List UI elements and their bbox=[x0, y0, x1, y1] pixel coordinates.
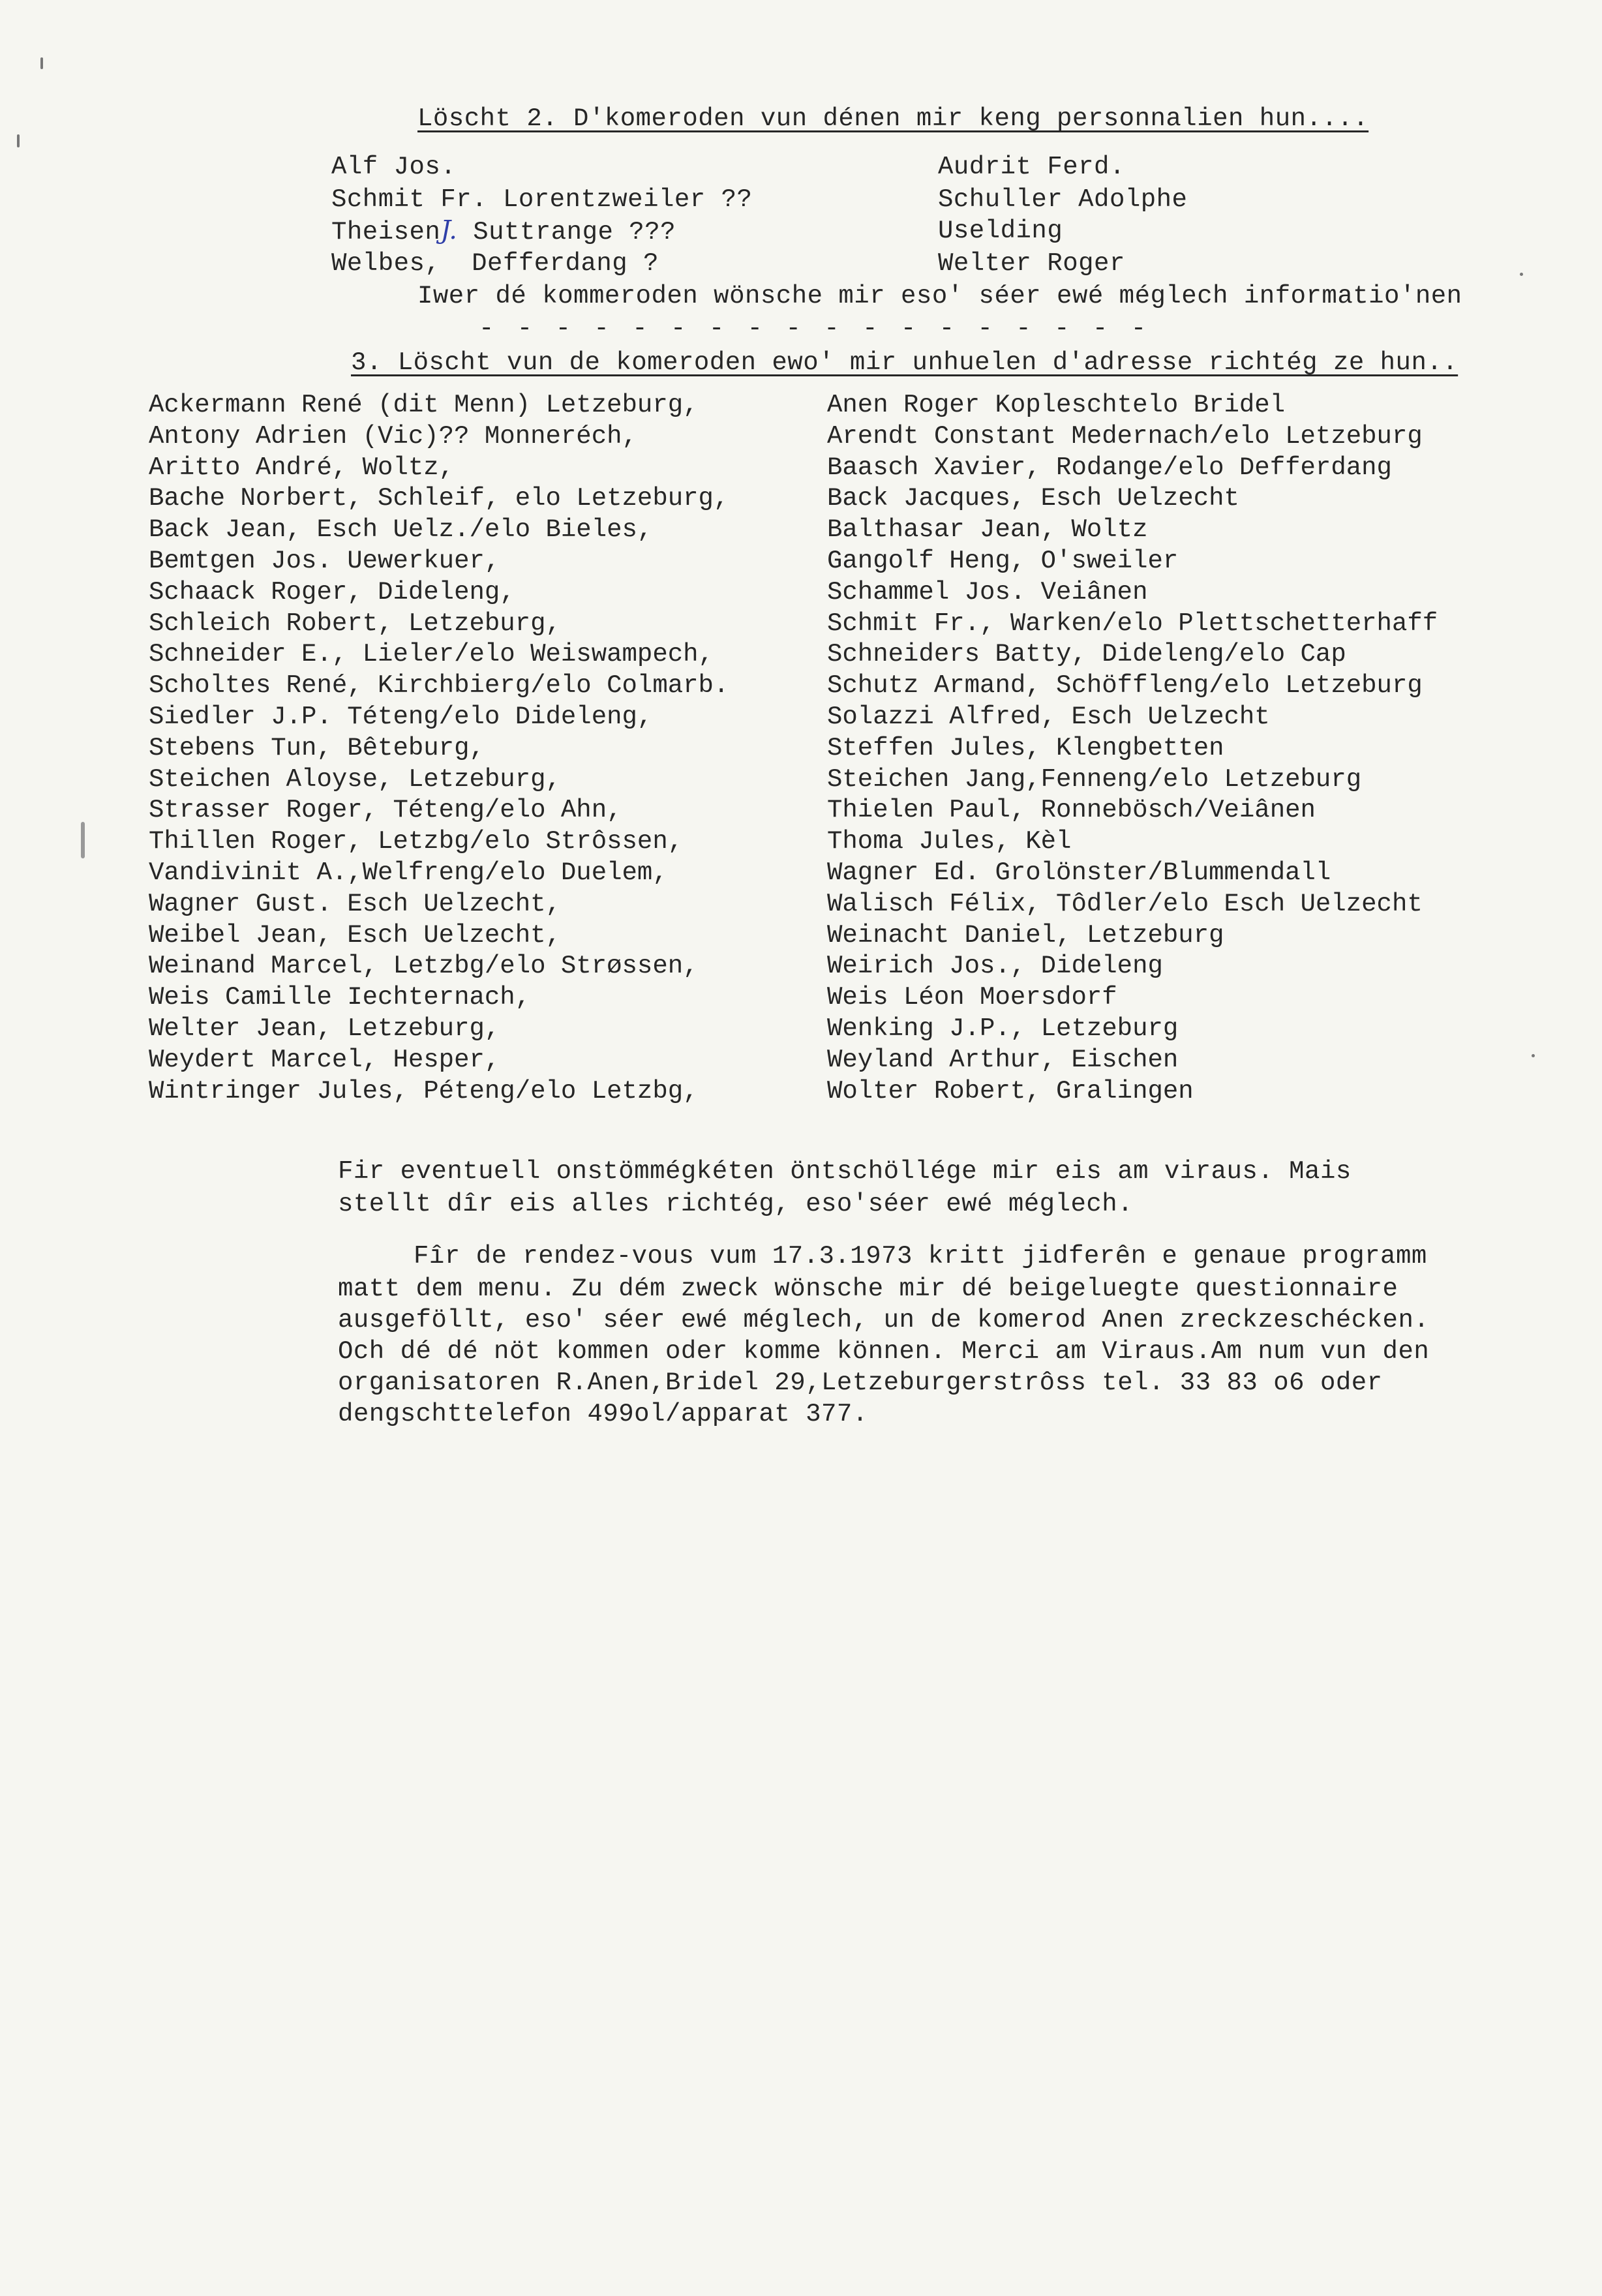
address-entry: Schaack Roger, Dideleng, bbox=[149, 577, 515, 607]
margin-mark bbox=[40, 57, 43, 69]
address-entry: Thielen Paul, Ronnebösch/Veiânen bbox=[827, 796, 1316, 825]
address-entry: Wagner Ed. Grolönster/Blummendall bbox=[827, 858, 1331, 887]
address-entry: Back Jean, Esch Uelz./elo Bieles, bbox=[149, 515, 653, 545]
closing-line-3: ausgeföllt, eso' séer ewé méglech, un de komerod Anen zreckzeschécken. bbox=[338, 1306, 1430, 1335]
address-list-right-column bbox=[827, 390, 1584, 1107]
address-entry: Schutz Armand, Schöffleng/elo Letzeburg bbox=[827, 671, 1423, 701]
address-entry: Weirich Jos., Dideleng bbox=[827, 952, 1163, 981]
address-entry: Antony Adrien (Vic)?? Monneréch, bbox=[149, 421, 637, 451]
address-entry: Welter Jean, Letzeburg, bbox=[149, 1014, 500, 1043]
address-entry: Ackermann René (dit Menn) Letzeburg, bbox=[149, 391, 699, 419]
address-list-left-column bbox=[149, 390, 827, 1107]
unknown-comrade-left-3 bbox=[331, 215, 676, 248]
margin-mark bbox=[17, 134, 20, 147]
address-entry: Thillen Roger, Letzbg/elo Strôssen, bbox=[149, 827, 684, 856]
closing-line-1: Fîr de rendez-vous vum 17.3.1973 kritt jidferên e genaue programm bbox=[414, 1242, 1427, 1271]
address-entry: Weibel Jean, Esch Uelzecht, bbox=[149, 920, 561, 950]
apology-line-1: Fir eventuell onstömmégkéten öntschöllége mir eis am viraus. Mais bbox=[338, 1157, 1352, 1186]
address-entry: Wenking J.P., Letzeburg bbox=[827, 1014, 1179, 1043]
address-entry: Steffen Jules, Klengbetten bbox=[827, 733, 1224, 763]
address-entry: Wintringer Jules, Péteng/elo Letzbg, bbox=[149, 1076, 699, 1106]
address-entry: Schammel Jos. Veiânen bbox=[827, 577, 1148, 607]
address-entry: Steichen Aloyse, Letzeburg, bbox=[149, 764, 561, 794]
address-entry: Weinacht Daniel, Letzeburg bbox=[827, 920, 1224, 950]
section-3-heading: 3. Löscht vun de komeroden ewo' mir unhuelen d'adresse richtég ze hun.. bbox=[351, 348, 1458, 377]
information-request: Iwer dé kommeroden wönsche mir eso' séer ewé méglech informatio'nen bbox=[417, 282, 1462, 310]
address-entry: Weis Camille Iechternach, bbox=[149, 983, 531, 1012]
address-entry: Arendt Constant Medernach/elo Letzeburg bbox=[827, 421, 1423, 451]
unknown-comrade-left-2: Schmit Fr. Lorentzweiler ?? bbox=[331, 185, 753, 214]
closing-line-6: dengschttelefon 499ol/apparat 377. bbox=[338, 1400, 868, 1428]
unknown-comrade-left-1: Alf Jos. bbox=[331, 153, 457, 181]
address-entry: Weis Léon Moersdorf bbox=[827, 983, 1117, 1012]
address-entry: Weydert Marcel, Hesper, bbox=[149, 1045, 500, 1074]
address-entry: Steichen Jang,Fenneng/elo Letzeburg bbox=[827, 764, 1362, 794]
closing-line-4: Och dé dé nöt kommen oder komme können. Merci am Viraus.Am num vun den bbox=[338, 1337, 1430, 1366]
section-2-heading: Löscht 2. D'komeroden vun dénen mir keng personnalien hun.... bbox=[417, 104, 1369, 133]
address-entry: Stebens Tun, Bêteburg, bbox=[149, 733, 485, 763]
address-entry: Balthasar Jean, Woltz bbox=[827, 515, 1148, 545]
closing-line-2: matt dem menu. Zu dém zweck wönsche mir dé beigeluegte questionnaire bbox=[338, 1275, 1398, 1303]
handwritten-correction: J. bbox=[440, 216, 458, 245]
address-entry: Schmit Fr., Warken/elo Plettschetterhaff bbox=[827, 609, 1438, 638]
address-entry: Vandivinit A.,Welfreng/elo Duelem, bbox=[149, 858, 668, 887]
dashed-separator: - - - - - - - - - - - - - - - - - - bbox=[479, 314, 1151, 343]
margin-mark bbox=[81, 822, 85, 858]
address-entry: Aritto André, Woltz, bbox=[149, 453, 455, 482]
address-entry: Scholtes René, Kirchbierg/elo Colmarb. bbox=[149, 671, 729, 701]
address-entry: Thoma Jules, Kèl bbox=[827, 827, 1072, 856]
address-entry: Siedler J.P. Téteng/elo Dideleng, bbox=[149, 702, 653, 731]
address-entry: Anen Roger Kopleschtelo Bridel bbox=[827, 391, 1286, 419]
address-entry: Wolter Robert, Gralingen bbox=[827, 1076, 1194, 1106]
address-entry: Bache Norbert, Schleif, elo Letzeburg, bbox=[149, 484, 729, 513]
address-entry: Gangolf Heng, O'sweiler bbox=[827, 546, 1179, 575]
address-entry: Back Jacques, Esch Uelzecht bbox=[827, 484, 1239, 513]
place-suttrange: Suttrange ??? bbox=[457, 218, 676, 247]
unknown-comrade-right-2: Schuller Adolphe bbox=[938, 185, 1188, 214]
address-entry: Wagner Gust. Esch Uelzecht, bbox=[149, 889, 561, 918]
address-entry: Weinand Marcel, Letzbg/elo Strøssen, bbox=[149, 952, 699, 981]
address-entry: Schneider E., Lieler/elo Weiswampech, bbox=[149, 640, 714, 669]
unknown-comrade-right-3: Uselding bbox=[938, 217, 1063, 245]
surname-theisen: Theisen bbox=[331, 218, 441, 247]
speck bbox=[1520, 273, 1523, 276]
unknown-comrade-left-4: Welbes, Defferdang ? bbox=[331, 249, 659, 278]
address-entry: Baasch Xavier, Rodange/elo Defferdang bbox=[827, 453, 1392, 482]
address-entry: Schleich Robert, Letzeburg, bbox=[149, 609, 561, 638]
address-entry: Strasser Roger, Téteng/elo Ahn, bbox=[149, 796, 622, 825]
unknown-comrade-right-4: Welter Roger bbox=[938, 249, 1125, 278]
closing-line-5: organisatoren R.Anen,Bridel 29,Letzeburgerstrôss tel. 33 83 o6 oder bbox=[338, 1368, 1383, 1397]
address-entry: Solazzi Alfred, Esch Uelzecht bbox=[827, 702, 1270, 731]
address-entry: Schneiders Batty, Dideleng/elo Cap bbox=[827, 640, 1346, 669]
address-entry: Bemtgen Jos. Uewerkuer, bbox=[149, 546, 500, 575]
unknown-comrade-right-1: Audrit Ferd. bbox=[938, 153, 1125, 181]
speck bbox=[1532, 1054, 1535, 1057]
apology-line-2: stellt dîr eis alles richtég, eso'séer ewé méglech. bbox=[338, 1190, 1134, 1218]
address-entry: Weyland Arthur, Eischen bbox=[827, 1045, 1179, 1074]
address-entry: Walisch Félix, Tôdler/elo Esch Uelzecht bbox=[827, 889, 1423, 918]
